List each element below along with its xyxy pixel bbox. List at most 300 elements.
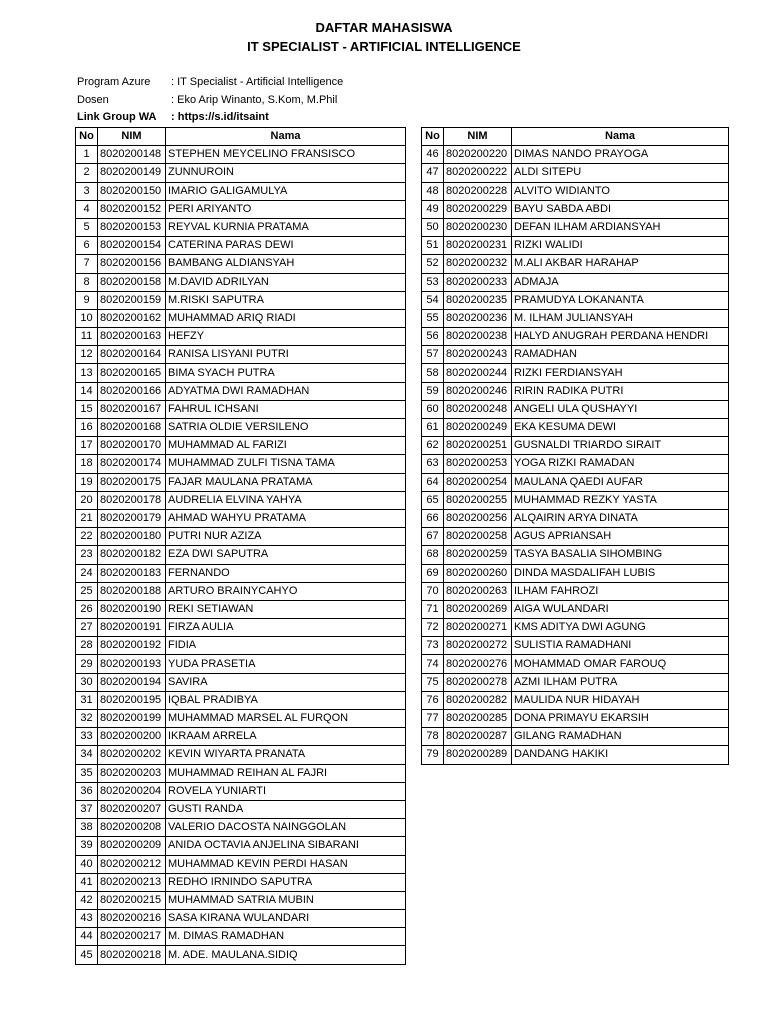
- cell-no: 64: [422, 473, 444, 491]
- cell-nim: 8020200272: [444, 637, 512, 655]
- table-row: [76, 764, 406, 782]
- table-row: [76, 800, 406, 818]
- table-row: [76, 200, 406, 218]
- cell-no: 65: [422, 491, 444, 509]
- cell-nama: RANISA LISYANI PUTRI: [166, 346, 406, 364]
- table-row: [76, 182, 406, 200]
- cell-nama: AGUS APRIANSAH: [512, 528, 729, 546]
- cell-no: 33: [76, 728, 98, 746]
- cell-no: 70: [422, 582, 444, 600]
- cell-no: 46: [422, 146, 444, 164]
- cell-no: 68: [422, 546, 444, 564]
- cell-no: 55: [422, 309, 444, 327]
- cell-nim: 8020200195: [98, 691, 166, 709]
- cell-nim: 8020200178: [98, 491, 166, 509]
- cell-nim: 8020200182: [98, 546, 166, 564]
- table-row: [422, 364, 729, 382]
- cell-no: 16: [76, 419, 98, 437]
- table-row: [76, 946, 406, 964]
- table-row: [76, 673, 406, 691]
- table-row: [76, 619, 406, 637]
- table-row: [422, 746, 729, 764]
- cell-nama: PUTRI NUR AZIZA: [166, 528, 406, 546]
- cell-nama: TASYA BASALIA SIHOMBING: [512, 546, 729, 564]
- cell-nim: 8020200193: [98, 655, 166, 673]
- cell-no: 4: [76, 200, 98, 218]
- cell-nama: RIZKI FERDIANSYAH: [512, 364, 729, 382]
- cell-no: 22: [76, 528, 98, 546]
- cell-nim: 8020200232: [444, 255, 512, 273]
- cell-nama: PERI ARIYANTO: [166, 200, 406, 218]
- cell-nim: 8020200167: [98, 400, 166, 418]
- cell-nim: 8020200200: [98, 728, 166, 746]
- table-row: [422, 346, 729, 364]
- cell-no: 36: [76, 782, 98, 800]
- cell-nama: MUHAMMAD AL FARIZI: [166, 437, 406, 455]
- cell-no: 52: [422, 255, 444, 273]
- cell-nim: 8020200244: [444, 364, 512, 382]
- cell-nim: 8020200246: [444, 382, 512, 400]
- cell-no: 30: [76, 673, 98, 691]
- cell-nama: RIRIN RADIKA PUTRI: [512, 382, 729, 400]
- cell-nim: 8020200258: [444, 528, 512, 546]
- cell-nama: EKA KESUMA DEWI: [512, 419, 729, 437]
- table-row: [422, 182, 729, 200]
- cell-nama: REYVAL KURNIA PRATAMA: [166, 218, 406, 236]
- cell-nim: 8020200263: [444, 582, 512, 600]
- cell-no: 74: [422, 655, 444, 673]
- cell-no: 11: [76, 328, 98, 346]
- cell-nama: MAULIDA NUR HIDAYAH: [512, 691, 729, 709]
- header-nama: Nama: [512, 128, 729, 146]
- cell-nama: BAMBANG ALDIANSYAH: [166, 255, 406, 273]
- cell-nim: 8020200228: [444, 182, 512, 200]
- cell-no: 12: [76, 346, 98, 364]
- cell-nama: MUHAMMAD ZULFI TISNA TAMA: [166, 455, 406, 473]
- cell-no: 26: [76, 600, 98, 618]
- table-row: [76, 891, 406, 909]
- cell-nama: M. DIMAS RAMADHAN: [166, 928, 406, 946]
- table-row: [422, 509, 729, 527]
- cell-nim: 8020200289: [444, 746, 512, 764]
- cell-nama: KEVIN WIYARTA PRANATA: [166, 746, 406, 764]
- cell-no: 56: [422, 328, 444, 346]
- cell-no: 5: [76, 218, 98, 236]
- table-row: [422, 237, 729, 255]
- table-row: [422, 473, 729, 491]
- cell-no: 59: [422, 382, 444, 400]
- info-value: : Eko Arip Winanto, S.Kom, M.Phil: [171, 94, 338, 106]
- table-row: [76, 291, 406, 309]
- cell-no: 66: [422, 509, 444, 527]
- table-row: [76, 382, 406, 400]
- cell-no: 67: [422, 528, 444, 546]
- cell-nama: MOHAMMAD OMAR FAROUQ: [512, 655, 729, 673]
- cell-nama: YOGA RIZKI RAMADAN: [512, 455, 729, 473]
- cell-no: 49: [422, 200, 444, 218]
- cell-nama: IKRAAM ARRELA: [166, 728, 406, 746]
- table-row: [76, 364, 406, 382]
- document-title: DAFTAR MAHASISWA: [315, 20, 453, 35]
- cell-nim: 8020200243: [444, 346, 512, 364]
- cell-nama: STEPHEN MEYCELINO FRANSISCO: [166, 146, 406, 164]
- table-row: [76, 819, 406, 837]
- cell-nim: 8020200190: [98, 600, 166, 618]
- cell-no: 69: [422, 564, 444, 582]
- cell-nama: PRAMUDYA LOKANANTA: [512, 291, 729, 309]
- cell-nama: MAULANA QAEDI AUFAR: [512, 473, 729, 491]
- cell-nama: VALERIO DACOSTA NAINGGOLAN: [166, 819, 406, 837]
- cell-no: 45: [76, 946, 98, 964]
- cell-nama: M.DAVID ADRILYAN: [166, 273, 406, 291]
- cell-nim: 8020200212: [98, 855, 166, 873]
- table-row: [422, 673, 729, 691]
- cell-nim: 8020200209: [98, 837, 166, 855]
- cell-no: 39: [76, 837, 98, 855]
- table-row: [422, 655, 729, 673]
- cell-nim: 8020200256: [444, 509, 512, 527]
- cell-nim: 8020200175: [98, 473, 166, 491]
- cell-nim: 8020200162: [98, 309, 166, 327]
- table-row: [76, 600, 406, 618]
- table-row: [76, 637, 406, 655]
- table-row: [76, 437, 406, 455]
- cell-nim: 8020200194: [98, 673, 166, 691]
- table-row: [76, 655, 406, 673]
- cell-nama: ADMAJA: [512, 273, 729, 291]
- cell-nim: 8020200148: [98, 146, 166, 164]
- cell-nim: 8020200215: [98, 891, 166, 909]
- table-row: [422, 382, 729, 400]
- cell-no: 17: [76, 437, 98, 455]
- cell-nim: 8020200222: [444, 164, 512, 182]
- cell-no: 73: [422, 637, 444, 655]
- table-row: [422, 291, 729, 309]
- cell-no: 29: [76, 655, 98, 673]
- cell-nama: REDHO IRNINDO SAPUTRA: [166, 873, 406, 891]
- student-table-left: [75, 127, 406, 965]
- table-row: [422, 419, 729, 437]
- table-row: [76, 837, 406, 855]
- cell-nama: ARTURO BRAINYCAHYO: [166, 582, 406, 600]
- cell-no: 53: [422, 273, 444, 291]
- table-row: [76, 237, 406, 255]
- cell-nim: 8020200271: [444, 619, 512, 637]
- cell-no: 32: [76, 710, 98, 728]
- table-row: [76, 910, 406, 928]
- table-row: [422, 491, 729, 509]
- cell-no: 76: [422, 691, 444, 709]
- cell-nama: ALDI SITEPU: [512, 164, 729, 182]
- table-row: [76, 273, 406, 291]
- cell-nama: HEFZY: [166, 328, 406, 346]
- cell-nim: 8020200153: [98, 218, 166, 236]
- info-row-program: [77, 74, 343, 91]
- cell-no: 31: [76, 691, 98, 709]
- cell-no: 21: [76, 509, 98, 527]
- cell-no: 18: [76, 455, 98, 473]
- cell-nama: SULISTIA RAMADHANI: [512, 637, 729, 655]
- cell-no: 3: [76, 182, 98, 200]
- cell-nama: M. ILHAM JULIANSYAH: [512, 309, 729, 327]
- table-row: [76, 309, 406, 327]
- cell-nim: 8020200183: [98, 564, 166, 582]
- table-row: [422, 400, 729, 418]
- cell-nim: 8020200218: [98, 946, 166, 964]
- cell-nama: M.ALI AKBAR HARAHAP: [512, 255, 729, 273]
- cell-no: 61: [422, 419, 444, 437]
- cell-no: 60: [422, 400, 444, 418]
- cell-nim: 8020200188: [98, 582, 166, 600]
- table-row: [422, 164, 729, 182]
- cell-nim: 8020200276: [444, 655, 512, 673]
- cell-no: 2: [76, 164, 98, 182]
- cell-no: 23: [76, 546, 98, 564]
- cell-no: 58: [422, 364, 444, 382]
- cell-no: 78: [422, 728, 444, 746]
- cell-no: 7: [76, 255, 98, 273]
- cell-nim: 8020200163: [98, 328, 166, 346]
- cell-nim: 8020200259: [444, 546, 512, 564]
- cell-no: 43: [76, 910, 98, 928]
- cell-nim: 8020200220: [444, 146, 512, 164]
- table-row: [422, 273, 729, 291]
- cell-no: 28: [76, 637, 98, 655]
- table-row: [76, 509, 406, 527]
- cell-no: 15: [76, 400, 98, 418]
- cell-no: 19: [76, 473, 98, 491]
- cell-nim: 8020200255: [444, 491, 512, 509]
- cell-nama: MUHAMMAD SATRIA MUBIN: [166, 891, 406, 909]
- header-nim: NIM: [98, 128, 166, 146]
- cell-no: 50: [422, 218, 444, 236]
- table-row: [76, 146, 406, 164]
- cell-nama: MUHAMMAD REZKY YASTA: [512, 491, 729, 509]
- cell-nama: FIDIA: [166, 637, 406, 655]
- cell-nama: ZUNNUROIN: [166, 164, 406, 182]
- table-row: [422, 637, 729, 655]
- cell-no: 35: [76, 764, 98, 782]
- cell-no: 57: [422, 346, 444, 364]
- cell-nama: SAVIRA: [166, 673, 406, 691]
- table-row: [76, 928, 406, 946]
- table-row: [422, 200, 729, 218]
- cell-nim: 8020200285: [444, 710, 512, 728]
- table-row: [76, 491, 406, 509]
- table-row: [76, 873, 406, 891]
- table-row: [76, 473, 406, 491]
- cell-no: 34: [76, 746, 98, 764]
- table-row: [422, 710, 729, 728]
- cell-nim: 8020200238: [444, 328, 512, 346]
- cell-nama: M.RISKI SAPUTRA: [166, 291, 406, 309]
- cell-nim: 8020200207: [98, 800, 166, 818]
- header-no: No: [76, 128, 98, 146]
- cell-nim: 8020200229: [444, 200, 512, 218]
- table-row: [76, 782, 406, 800]
- cell-nim: 8020200204: [98, 782, 166, 800]
- cell-no: 20: [76, 491, 98, 509]
- cell-nama: YUDA PRASETIA: [166, 655, 406, 673]
- cell-no: 9: [76, 291, 98, 309]
- table-header-row: [76, 128, 406, 146]
- cell-nim: 8020200248: [444, 400, 512, 418]
- cell-nama: MUHAMMAD MARSEL AL FURQON: [166, 710, 406, 728]
- header-no: No: [422, 128, 444, 146]
- table-row: [76, 691, 406, 709]
- cell-nama: DINDA MASDALIFAH LUBIS: [512, 564, 729, 582]
- cell-nama: M. ADE. MAULANA.SIDIQ: [166, 946, 406, 964]
- table-row: [422, 309, 729, 327]
- cell-nama: FIRZA AULIA: [166, 619, 406, 637]
- cell-no: 13: [76, 364, 98, 382]
- cell-no: 14: [76, 382, 98, 400]
- cell-nama: FAJAR MAULANA PRATAMA: [166, 473, 406, 491]
- cell-nama: MUHAMMAD REIHAN AL FAJRI: [166, 764, 406, 782]
- cell-no: 37: [76, 800, 98, 818]
- table-row: [76, 746, 406, 764]
- cell-no: 41: [76, 873, 98, 891]
- cell-nama: AIGA WULANDARI: [512, 600, 729, 618]
- cell-no: 48: [422, 182, 444, 200]
- cell-nama: HALYD ANUGRAH PERDANA HENDRI: [512, 328, 729, 346]
- table-row: [76, 346, 406, 364]
- table-row: [422, 255, 729, 273]
- info-row-dosen: [77, 92, 337, 109]
- cell-nama: SASA KIRANA WULANDARI: [166, 910, 406, 928]
- cell-nim: 8020200208: [98, 819, 166, 837]
- cell-nama: IMARIO GALIGAMULYA: [166, 182, 406, 200]
- cell-nim: 8020200154: [98, 237, 166, 255]
- cell-nama: DONA PRIMAYU EKARSIH: [512, 710, 729, 728]
- cell-nim: 8020200165: [98, 364, 166, 382]
- table-row: [76, 164, 406, 182]
- cell-nama: RIZKI WALIDI: [512, 237, 729, 255]
- info-row-link: [77, 109, 269, 126]
- student-table-right: [421, 127, 729, 765]
- cell-nama: ALQAIRIN ARYA DINATA: [512, 509, 729, 527]
- cell-nama: CATERINA PARAS DEWI: [166, 237, 406, 255]
- cell-no: 40: [76, 855, 98, 873]
- cell-nama: ANGELI ULA QUSHAYYI: [512, 400, 729, 418]
- cell-no: 1: [76, 146, 98, 164]
- cell-nim: 8020200251: [444, 437, 512, 455]
- cell-nama: ROVELA YUNIARTI: [166, 782, 406, 800]
- cell-nim: 8020200254: [444, 473, 512, 491]
- table-header-row: [422, 128, 729, 146]
- cell-nim: 8020200213: [98, 873, 166, 891]
- table-row: [76, 419, 406, 437]
- cell-nim: 8020200260: [444, 564, 512, 582]
- cell-nim: 8020200231: [444, 237, 512, 255]
- cell-nama: DEFAN ILHAM ARDIANSYAH: [512, 218, 729, 236]
- cell-nama: FAHRUL ICHSANI: [166, 400, 406, 418]
- cell-nama: BIMA SYACH PUTRA: [166, 364, 406, 382]
- table-row: [422, 328, 729, 346]
- cell-nim: 8020200202: [98, 746, 166, 764]
- cell-nama: FERNANDO: [166, 564, 406, 582]
- cell-nama: BAYU SABDA ABDI: [512, 200, 729, 218]
- table-row: [76, 582, 406, 600]
- cell-no: 79: [422, 746, 444, 764]
- cell-no: 62: [422, 437, 444, 455]
- cell-nim: 8020200180: [98, 528, 166, 546]
- cell-nama: AHMAD WAHYU PRATAMA: [166, 509, 406, 527]
- table-row: [422, 546, 729, 564]
- cell-nama: GUSTI RANDA: [166, 800, 406, 818]
- cell-nama: IQBAL PRADIBYA: [166, 691, 406, 709]
- cell-nim: 8020200269: [444, 600, 512, 618]
- info-label: Program Azure: [77, 76, 151, 88]
- table-row: [76, 564, 406, 582]
- cell-no: 51: [422, 237, 444, 255]
- cell-no: 54: [422, 291, 444, 309]
- cell-nama: MUHAMMAD ARIQ RIADI: [166, 309, 406, 327]
- table-row: [76, 728, 406, 746]
- table-row: [422, 218, 729, 236]
- cell-nama: ADYATMA DWI RAMADHAN: [166, 382, 406, 400]
- document-subtitle: IT SPECIALIST - ARTIFICIAL INTELLIGENCE: [247, 39, 521, 54]
- header-nama: Nama: [166, 128, 406, 146]
- cell-nim: 8020200156: [98, 255, 166, 273]
- table-row: [422, 619, 729, 637]
- table-row: [422, 528, 729, 546]
- table-row: [76, 855, 406, 873]
- cell-nim: 8020200233: [444, 273, 512, 291]
- info-label: Dosen: [77, 94, 109, 106]
- cell-nama: KMS ADITYA DWI AGUNG: [512, 619, 729, 637]
- cell-no: 25: [76, 582, 98, 600]
- cell-no: 75: [422, 673, 444, 691]
- cell-nama: AZMI ILHAM PUTRA: [512, 673, 729, 691]
- info-label: Link Group WA: [77, 111, 157, 123]
- cell-no: 10: [76, 309, 98, 327]
- cell-nim: 8020200168: [98, 419, 166, 437]
- cell-nim: 8020200179: [98, 509, 166, 527]
- cell-nama: DIMAS NANDO PRAYOGA: [512, 146, 729, 164]
- cell-nim: 8020200249: [444, 419, 512, 437]
- cell-nim: 8020200199: [98, 710, 166, 728]
- cell-nama: SATRIA OLDIE VERSILENO: [166, 419, 406, 437]
- table-row: [76, 328, 406, 346]
- cell-nama: RAMADHAN: [512, 346, 729, 364]
- cell-nama: GILANG RAMADHAN: [512, 728, 729, 746]
- table-row: [76, 218, 406, 236]
- cell-nim: 8020200278: [444, 673, 512, 691]
- table-row: [76, 710, 406, 728]
- cell-nim: 8020200158: [98, 273, 166, 291]
- table-row: [76, 400, 406, 418]
- cell-nim: 8020200149: [98, 164, 166, 182]
- cell-nim: 8020200152: [98, 200, 166, 218]
- cell-no: 72: [422, 619, 444, 637]
- cell-nama: ALVITO WIDIANTO: [512, 182, 729, 200]
- info-link[interactable]: : https://s.id/itsaint: [171, 111, 269, 123]
- cell-no: 63: [422, 455, 444, 473]
- cell-nim: 8020200217: [98, 928, 166, 946]
- cell-nim: 8020200191: [98, 619, 166, 637]
- table-row: [422, 455, 729, 473]
- cell-nim: 8020200216: [98, 910, 166, 928]
- cell-no: 38: [76, 819, 98, 837]
- table-row: [422, 691, 729, 709]
- cell-no: 47: [422, 164, 444, 182]
- cell-nama: REKI SETIAWAN: [166, 600, 406, 618]
- cell-no: 44: [76, 928, 98, 946]
- cell-nama: ANIDA OCTAVIA ANJELINA SIBARANI: [166, 837, 406, 855]
- table-row: [76, 455, 406, 473]
- cell-no: 27: [76, 619, 98, 637]
